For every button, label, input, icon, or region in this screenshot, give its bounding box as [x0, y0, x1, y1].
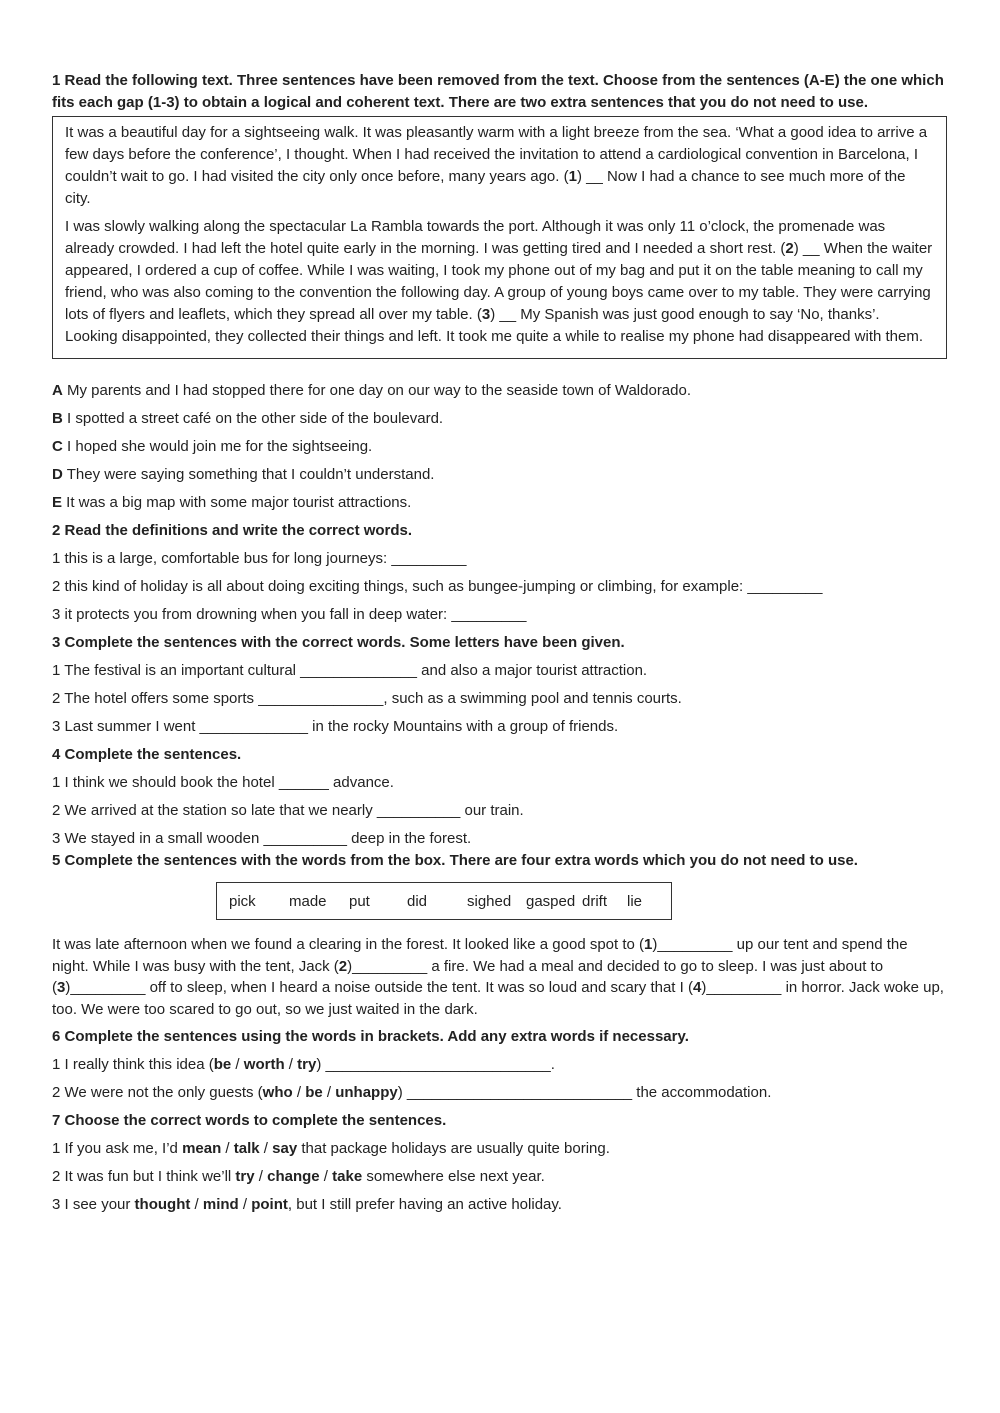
- text-run: 1 I really think this idea (: [52, 1056, 214, 1073]
- slash: /: [292, 1084, 306, 1101]
- word-pick: pick: [229, 892, 256, 910]
- option-e: [52, 492, 947, 514]
- gap-number: 1: [568, 168, 577, 185]
- option-letter: C: [52, 438, 63, 455]
- word-put: put: [349, 892, 370, 910]
- text-run: )_________ up our tent and spend the night. While I was busy with the tent, Jack (: [52, 936, 908, 975]
- s6-item-2: [52, 1082, 947, 1104]
- s2-item-2: 2 this kind of holiday is all about doing exciting things, such as bungee-jumping or climbing, for example: _________: [52, 578, 823, 595]
- s4-item-3: 3 We stayed in a small wooden __________ deep in the forest.: [52, 830, 472, 847]
- choice-word: thought: [134, 1196, 191, 1213]
- s5-story: [52, 934, 947, 1020]
- bracket-word: worth: [243, 1056, 285, 1073]
- word-box: [216, 882, 672, 920]
- text-run: It was a beautiful day for a sightseeing walk. It was pleasantly warm with a light breeze from the sea. ‘What a good idea to arrive a few days before the conference’, I thought. When I had received the invitation to attend a cardiological convention in Barcelona, I couldn’t wait to go. I had visited the city only once before, many years ago. (: [65, 124, 928, 185]
- section-6-title: 6 Complete the sentences using the words in brackets. Add any extra words if necessary.: [52, 1028, 689, 1045]
- text-run: ) ___________________________.: [316, 1056, 555, 1073]
- s2-item-1: 1 this is a large, comfortable bus for long journeys: _________: [52, 550, 467, 567]
- word-did: did: [407, 892, 428, 910]
- text-run: somewhere else next year.: [362, 1168, 545, 1185]
- bracket-word: who: [262, 1084, 293, 1101]
- choice-word: talk: [233, 1140, 260, 1157]
- slash: /: [319, 1168, 333, 1185]
- word-gasped: gasped: [526, 892, 576, 910]
- s7-item-1: [52, 1138, 947, 1160]
- bracket-word: be: [213, 1056, 232, 1073]
- choice-word: change: [267, 1168, 320, 1185]
- option-text: They were saying something that I couldn’t understand.: [62, 466, 435, 483]
- s3-item-2: 2 The hotel offers some sports _______________, such as a swimming pool and tennis courts.: [52, 690, 682, 707]
- text-run: , but I still prefer having an active holiday.: [287, 1196, 562, 1213]
- slash: /: [254, 1168, 268, 1185]
- text-run: )_________ in horror. Jack woke up, too. We were too scared to go out, so we just waited in the dark.: [52, 979, 944, 1018]
- choice-word: mind: [202, 1196, 239, 1213]
- s3-item-3: 3 Last summer I went _____________ in the rocky Mountains with a group of friends.: [52, 718, 619, 735]
- word-lie: lie: [627, 892, 643, 910]
- text-run: I was slowly walking along the spectacular La Rambla towards the port. Although it was only 11 o’clock, the promenade was already crowded. I had left the hotel quite early in the morning. I was getting tired and I needed a short rest. (: [65, 218, 886, 257]
- option-text: I spotted a street café on the other side of the boulevard.: [62, 410, 444, 427]
- s7-item-2: [52, 1166, 947, 1188]
- gap-number: 1: [644, 936, 653, 953]
- reading-paragraph-2: [65, 216, 934, 348]
- text-run: )_________ a fire. We had a meal and decided to go to sleep. I was just about to (: [52, 957, 884, 996]
- option-c: [52, 436, 947, 458]
- choice-word: mean: [182, 1140, 222, 1157]
- option-letter: E: [52, 494, 63, 511]
- bracket-word: try: [297, 1056, 317, 1073]
- s4-item-1: 1 I think we should book the hotel ______ advance.: [52, 774, 394, 791]
- text-run: ) __ My Spanish was just good enough to say ‘No, thanks’. Looking disappointed, they collected their things and left. It took me quite a while to realise my phone had disappeared with them.: [65, 306, 924, 345]
- text-run: 2 It was fun but I think we’ll: [52, 1168, 236, 1185]
- choice-word: try: [235, 1168, 255, 1185]
- slash: /: [231, 1056, 244, 1073]
- slash: /: [190, 1196, 203, 1213]
- reading-text-box: [52, 116, 947, 359]
- text-run: It was late afternoon when we found a clearing in the forest. It looked like a good spot to (: [52, 936, 645, 953]
- text-run: ) ___________________________ the accommodation.: [397, 1084, 772, 1101]
- text-run: that package holidays are usually quite boring.: [297, 1140, 610, 1157]
- s6-item-1: [52, 1054, 947, 1076]
- choice-word: take: [332, 1168, 363, 1185]
- word-made: made: [289, 892, 327, 910]
- reading-paragraph-1: [65, 122, 934, 210]
- text-run: 2 We were not the only guests (: [52, 1084, 263, 1101]
- text-run: ) __ Now I had a chance to see much more of the city.: [65, 168, 906, 207]
- option-text: My parents and I had stopped there for one day on our way to the seaside town of Waldorado.: [62, 382, 692, 399]
- section-4-title: 4 Complete the sentences.: [52, 746, 242, 763]
- gap-number: 3: [481, 306, 491, 323]
- word-sighed: sighed: [467, 892, 512, 910]
- section-1-title: 1 Read the following text. Three sentences have been removed from the text. Choose from the sentences (A-E) the one which fits each gap (1-3) to obtain a logical and coherent text. There are two extra sentences that you do not need to use.: [52, 72, 944, 111]
- word-drift: drift: [582, 892, 608, 910]
- worksheet: [52, 70, 947, 1216]
- s2-item-3: 3 it protects you from drowning when you fall in deep water: _________: [52, 606, 527, 623]
- text-run: ) __ When the waiter appeared, I ordered a cup of coffee. While I was waiting, I took my phone out of my bag and put it on the table meaning to call my friend, who was also coming to the convention the following day. A group of young boys came over to my table. They were carrying lots of flyers and leaflets, which they spread all over my table. (: [65, 240, 933, 323]
- option-letter: A: [52, 382, 63, 399]
- option-text: It was a big map with some major tourist attractions.: [62, 494, 412, 511]
- option-text: I hoped she would join me for the sightseeing.: [62, 438, 373, 455]
- bracket-word: be: [305, 1084, 323, 1101]
- text-run: 1 If you ask me, I’d: [52, 1140, 183, 1157]
- gap-number: 2: [785, 240, 794, 257]
- section-3-title: 3 Complete the sentences with the correct words. Some letters have been given.: [52, 634, 625, 651]
- section-2-title: 2 Read the definitions and write the correct words.: [52, 522, 413, 539]
- option-a: [52, 380, 947, 402]
- section-5-title: 5 Complete the sentences with the words from the box. There are four extra words which you do not need to use.: [52, 852, 858, 869]
- slash: /: [238, 1196, 252, 1213]
- gap-number: 3: [57, 979, 66, 996]
- s7-item-3: [52, 1194, 947, 1216]
- slash: /: [259, 1140, 273, 1157]
- choice-word: say: [272, 1140, 298, 1157]
- gap-number: 4: [692, 979, 702, 996]
- text-run: 3 I see your: [52, 1196, 135, 1213]
- option-letter: D: [52, 466, 63, 483]
- option-d: [52, 464, 947, 486]
- s4-item-2: 2 We arrived at the station so late that we nearly __________ our train.: [52, 802, 524, 819]
- option-letter: B: [52, 410, 63, 427]
- section-7-title: 7 Choose the correct words to complete the sentences.: [52, 1112, 447, 1129]
- s3-item-1: 1 The festival is an important cultural ______________ and also a major tourist attraction.: [52, 662, 648, 679]
- gap-number: 2: [338, 957, 348, 975]
- slash: /: [221, 1140, 234, 1157]
- text-run: )_________ off to sleep, when I heard a noise outside the tent. It was so loud and scary that I (: [65, 979, 693, 996]
- slash: /: [322, 1084, 336, 1101]
- choice-word: point: [251, 1196, 288, 1213]
- bracket-word: unhappy: [335, 1084, 398, 1101]
- slash: /: [284, 1056, 298, 1073]
- option-b: [52, 408, 947, 430]
